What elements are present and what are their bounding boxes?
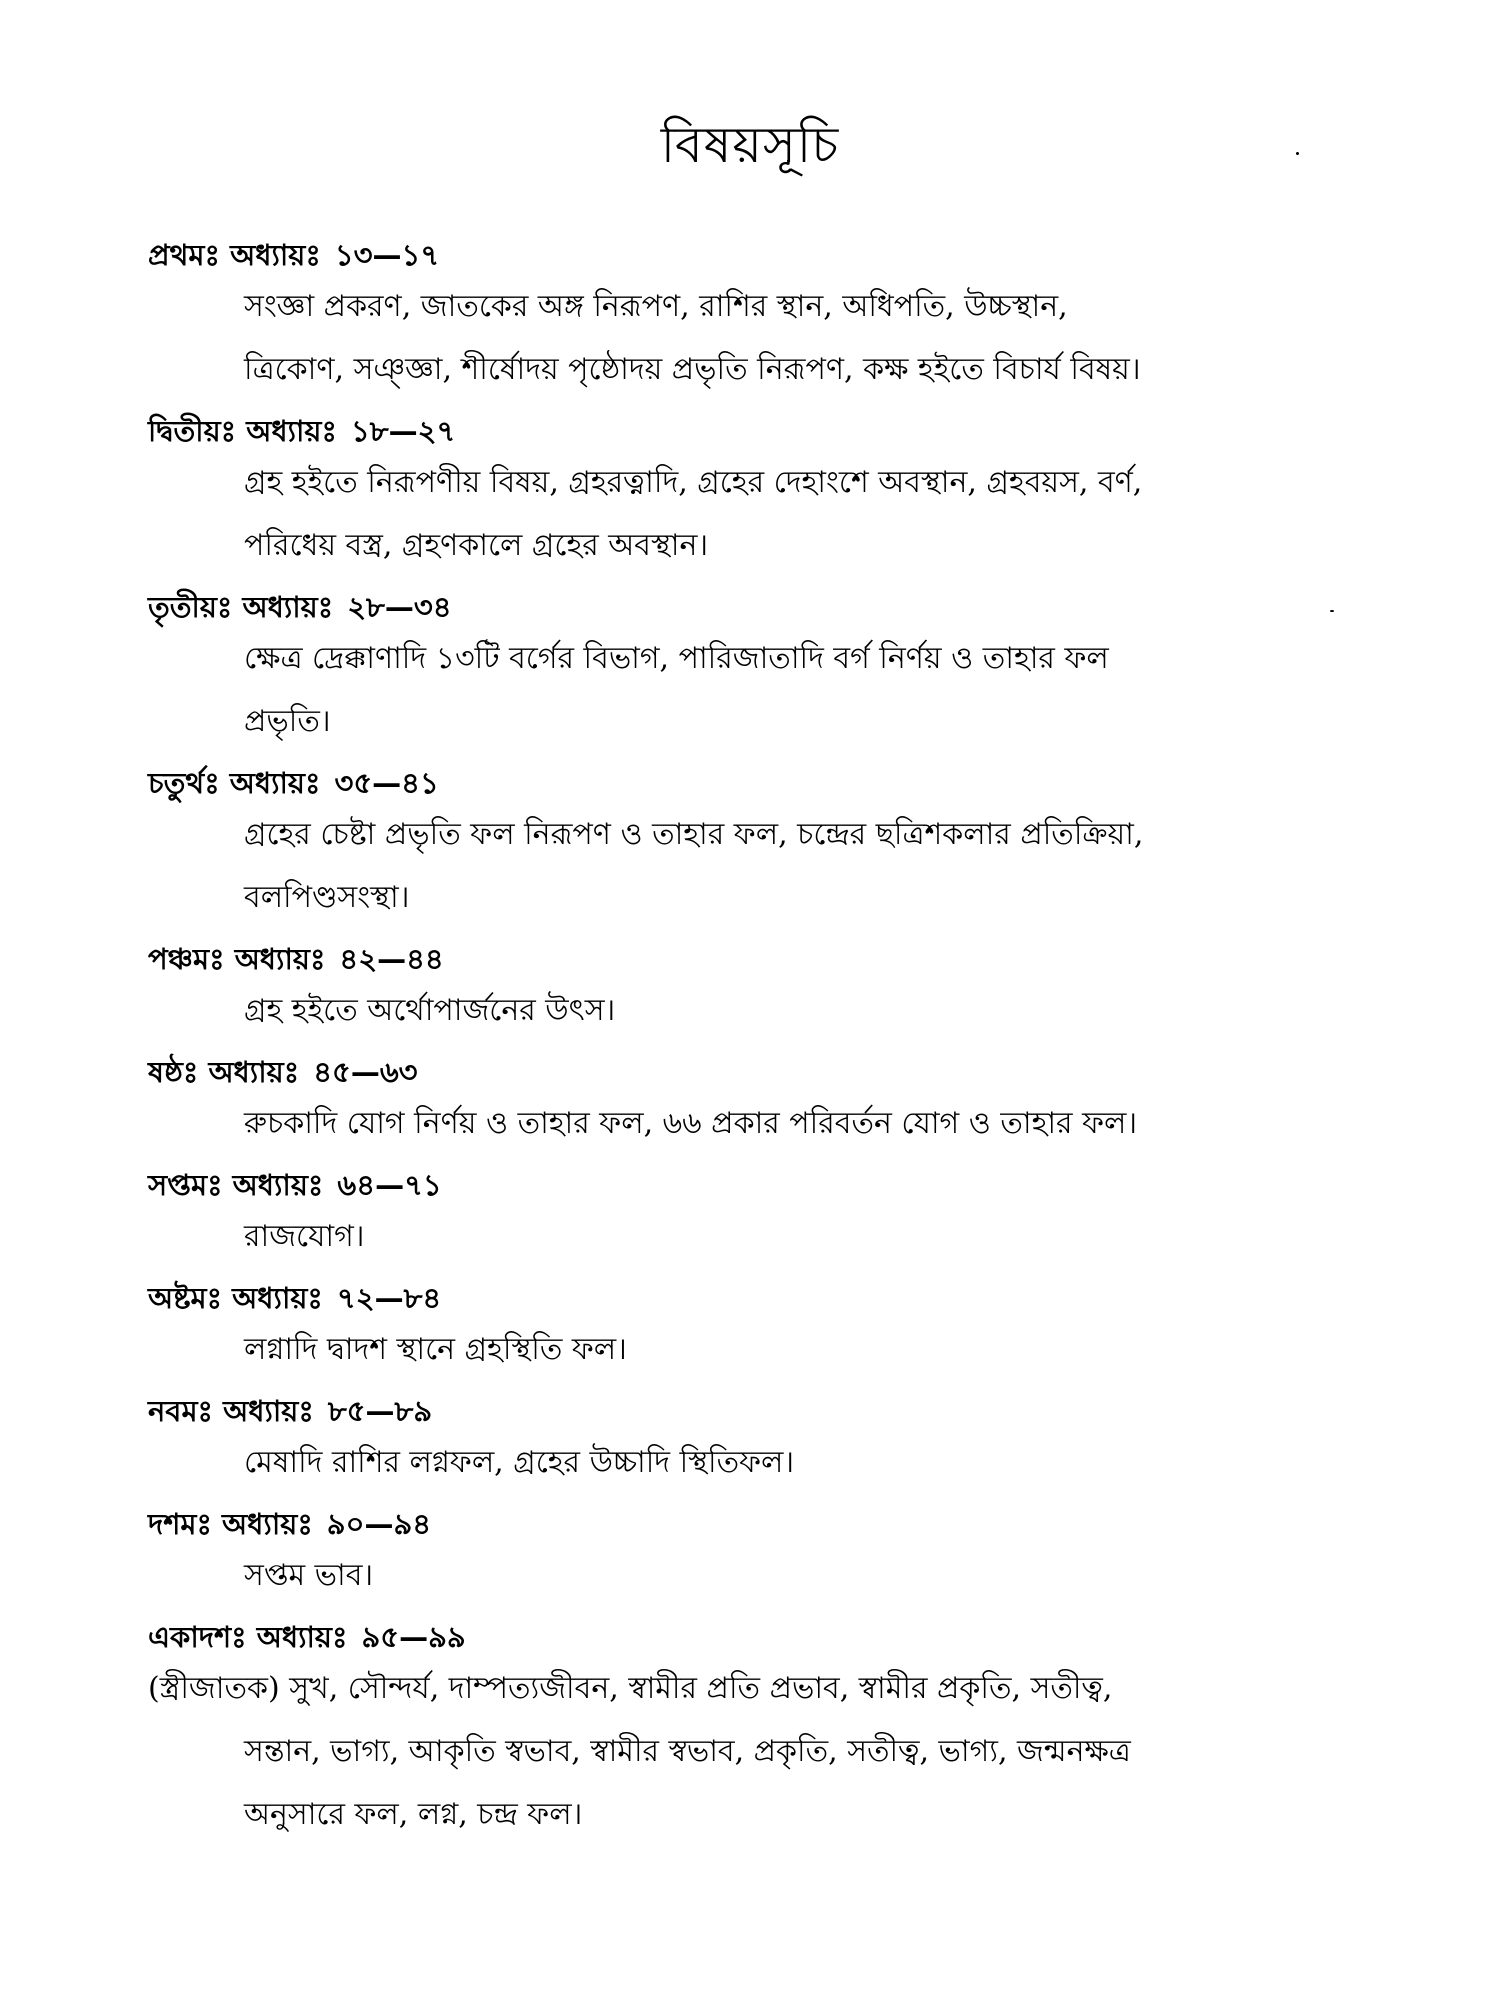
description-line: মেষাদি রাশির লগ্নফল, গ্রহের উচ্চাদি স্থিতিফল। bbox=[244, 1445, 795, 1480]
page-title: বিষয়সূচি bbox=[660, 116, 840, 174]
chapter-title: দ্বিতীয়ঃ অধ্যায়ঃ bbox=[148, 414, 337, 448]
chapter-title: দশমঃ অধ্যায়ঃ bbox=[148, 1507, 313, 1541]
description-line: গ্রহ হইতে নিরূপণীয় বিষয়, গ্রহরত্নাদি, গ্রহের দেহাংশে অবস্থান, গ্রহবয়স, বর্ণ, bbox=[244, 465, 1143, 500]
chapter-description bbox=[148, 1657, 1350, 1846]
chapter-description bbox=[244, 1205, 1350, 1268]
description-line: সপ্তম ভাব। bbox=[244, 1558, 374, 1593]
page-range: ৪৫—৬৩ bbox=[313, 1055, 418, 1089]
chapter-title: সপ্তমঃ অধ্যায়ঃ bbox=[148, 1168, 324, 1202]
chapter-description bbox=[244, 275, 1350, 401]
chapter-heading bbox=[148, 1052, 1500, 1092]
chapter-description bbox=[244, 1431, 1350, 1494]
description-line: রাজযোগ। bbox=[244, 1219, 365, 1254]
description-line: ত্রিকোণ, সঞ্জ্ঞা, শীর্ষোদয় পৃষ্ঠোদয় প্রভৃতি নিরূপণ, কক্ষ হইতে বিচার্য বিষয়। bbox=[244, 352, 1141, 387]
description-line: সন্তান, ভাগ্য, আকৃতি স্বভাব, স্বামীর স্বভাব, প্রকৃতি, সতীত্ব, ভাগ্য, জন্মনক্ষত্র bbox=[244, 1734, 1131, 1769]
page-range: ১৮—২৭ bbox=[350, 414, 456, 448]
chapter-title: নবমঃ অধ্যায়ঃ bbox=[148, 1394, 314, 1428]
description-line: রুচকাদি যোগ নির্ণয় ও তাহার ফল, ৬৬ প্রকার পরিবর্তন যোগ ও তাহার ফল। bbox=[244, 1106, 1138, 1141]
chapter-description bbox=[244, 979, 1350, 1042]
chapter-title: চতুর্থঃ অধ্যায়ঃ bbox=[148, 766, 321, 800]
chapter-heading bbox=[148, 763, 1500, 803]
chapter-title: পঞ্চমঃ অধ্যায়ঃ bbox=[148, 942, 326, 976]
chapter-heading bbox=[148, 1278, 1500, 1318]
chapter-heading bbox=[148, 411, 1500, 451]
description-line: অনুসারে ফল, লগ্ন, চন্দ্র ফল। bbox=[244, 1797, 583, 1832]
description-line: গ্রহ হইতে অর্থোপার্জনের উৎস। bbox=[244, 993, 616, 1028]
page-range: ৯৫—৯৯ bbox=[361, 1620, 466, 1654]
page-range: ৭২—৮৪ bbox=[336, 1281, 442, 1315]
chapter-title: ষষ্ঠঃ অধ্যায়ঃ bbox=[148, 1055, 300, 1089]
chapter-heading bbox=[148, 235, 1500, 275]
chapter-heading bbox=[148, 1165, 1500, 1205]
description-line: সংজ্ঞা প্রকরণ, জাতকের অঙ্গ নিরূপণ, রাশির স্থান, অধিপতি, উচ্চস্থান, bbox=[244, 289, 1068, 324]
chapter-title: অষ্টমঃ অধ্যায়ঃ bbox=[148, 1281, 323, 1315]
print-speck bbox=[1296, 152, 1299, 155]
description-line: ক্ষেত্র দ্রেক্কাণাদি ১৩টি বর্গের বিভাগ, পারিজাতাদি বর্গ নির্ণয় ও তাহার ফল bbox=[244, 641, 1109, 676]
table-of-contents bbox=[0, 225, 1500, 1846]
chapter-heading bbox=[148, 587, 1500, 627]
chapter-description bbox=[244, 451, 1350, 577]
chapter-description bbox=[244, 627, 1350, 753]
description-line: প্রভৃতি। bbox=[244, 704, 331, 739]
description-line: লগ্নাদি দ্বাদশ স্থানে গ্রহস্থিতি ফল। bbox=[244, 1332, 627, 1367]
page-range: ৩৫—৪১ bbox=[334, 766, 439, 800]
chapter-description bbox=[244, 1092, 1350, 1155]
chapter-title: তৃতীয়ঃ অধ্যায়ঃ bbox=[148, 590, 334, 624]
chapter-title: প্রথমঃ অধ্যায়ঃ bbox=[148, 238, 321, 272]
chapter-heading bbox=[148, 1617, 1500, 1657]
description-line: (স্ত্রীজাতক) সুখ, সৌন্দর্য, দাম্পত্যজীবন, স্বামীর প্রতি প্রভাব, স্বামীর প্রকৃতি, সতীত্ব, bbox=[148, 1671, 1113, 1706]
page-range: ৪২—৪৪ bbox=[339, 942, 444, 976]
chapter-description bbox=[244, 1544, 1350, 1607]
chapter-description bbox=[244, 1318, 1350, 1381]
description-line: বলপিণ্ডসংস্থা। bbox=[244, 880, 410, 915]
chapter-heading bbox=[148, 1391, 1500, 1431]
chapter-title: একাদশঃ অধ্যায়ঃ bbox=[148, 1620, 348, 1654]
page-range: ৬৪—৭১ bbox=[337, 1168, 442, 1202]
page-range: ৯০—৯৪ bbox=[326, 1507, 432, 1541]
chapter-heading bbox=[148, 1504, 1500, 1544]
description-line: পরিধেয় বস্ত্র, গ্রহণকালে গ্রহের অবস্থান। bbox=[244, 528, 709, 563]
page-range: ৮৫—৮৯ bbox=[327, 1394, 433, 1428]
page-range: ২৮—৩৪ bbox=[347, 590, 452, 624]
chapter-heading bbox=[148, 939, 1500, 979]
page-range: ১৩—১৭ bbox=[334, 238, 440, 272]
description-line: গ্রহের চেষ্টা প্রভৃতি ফল নিরূপণ ও তাহার ফল, চন্দ্রের ছত্রিশকলার প্রতিক্রিয়া, bbox=[244, 817, 1144, 852]
chapter-description bbox=[244, 803, 1350, 929]
